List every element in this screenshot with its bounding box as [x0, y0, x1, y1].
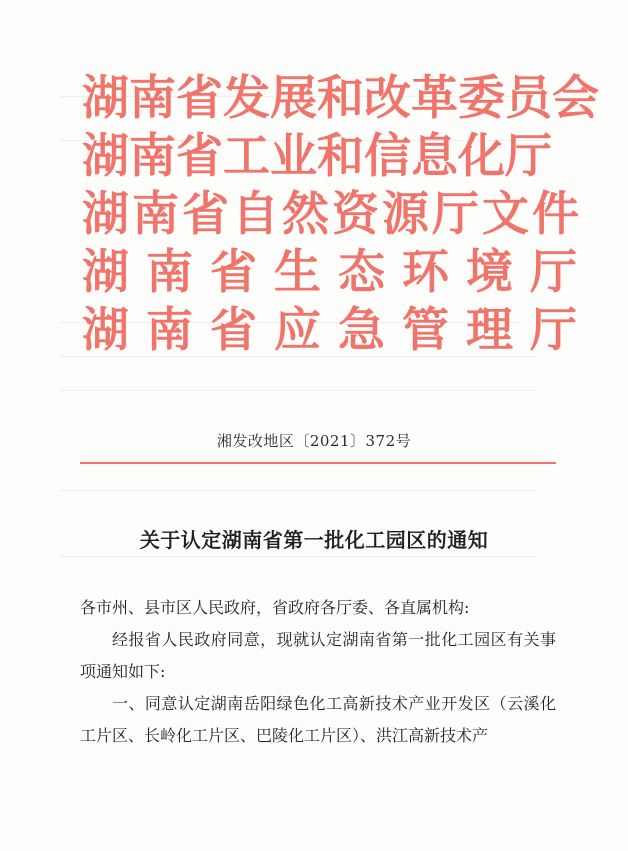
red-divider-line [80, 462, 556, 464]
scan-artifact-line [60, 556, 536, 557]
issuer-line: 湖南省应急管理厅 [82, 303, 594, 358]
document-body [80, 592, 556, 752]
scan-artifact-line [60, 390, 536, 391]
issuing-authorities-header [82, 70, 599, 360]
body-paragraph: 经报省人民政府同意，现就认定湖南省第一批化工园区有关事项通知如下: [80, 630, 556, 681]
issuer-line: 湖南省生态环境厅 [82, 245, 594, 300]
document-number: 湘发改地区〔2021〕372号 [216, 432, 412, 450]
issuer-line: 湖南省工业和信息化厅 [82, 129, 552, 184]
scan-artifact-line [60, 490, 536, 491]
body-paragraph: 一、同意认定湖南岳阳绿色化工高新技术产业开发区（云溪化工片区、长岭化工片区、巴陵化工片区）、洪江高新技术产 [80, 694, 556, 745]
issuer-line: 湖南省发展和改革委员会 [82, 71, 599, 126]
document-title: 关于认定湖南省第一批化工园区的通知 [139, 528, 489, 552]
issuer-line: 湖南省自然资源厅文件 [82, 187, 582, 242]
addressee-line: 各市州、县市区人民政府，省政府各厅委、各直属机构: [80, 598, 470, 617]
